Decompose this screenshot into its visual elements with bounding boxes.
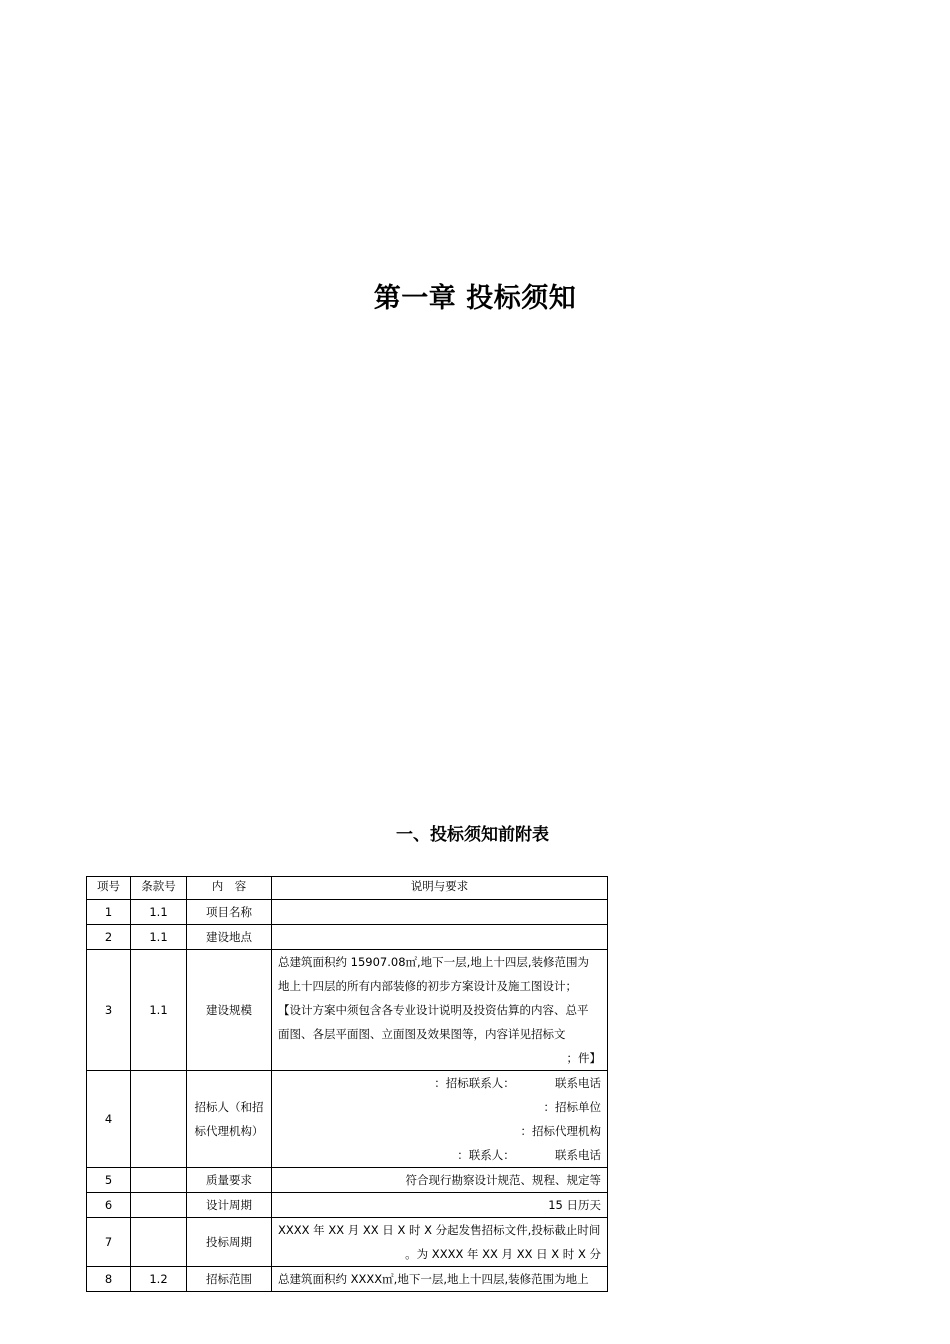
table-row xyxy=(87,1218,608,1267)
description-line: 【设计方案中须包含各专业设计说明及投资估算的内容、总平 xyxy=(278,1003,589,1017)
cell-description xyxy=(272,925,608,950)
cell-description: 符合现行勘察设计规范、规程、规定等 xyxy=(272,1168,608,1193)
cell-content: 建设地点 xyxy=(187,925,272,950)
cell-content: 质量要求 xyxy=(187,1168,272,1193)
cell-content: 招标范围 xyxy=(187,1267,272,1292)
cell-description xyxy=(272,1218,608,1267)
cell-content: 项目名称 xyxy=(187,900,272,925)
cell-clause-no xyxy=(131,1071,187,1168)
cell-item-no: 1 xyxy=(87,900,131,925)
description-line: 面图、各层平面图、立面图及效果图等，内容详见招标文 xyxy=(278,1027,566,1041)
cell-description xyxy=(272,950,608,1071)
header-content: 内 容 xyxy=(187,877,272,900)
table-row xyxy=(87,950,608,1071)
description-line: XXXX 年 XX 月 XX 日 X 时 X 分起发售招标文件,投标截止时间 xyxy=(278,1223,601,1237)
cell-content: 设计周期 xyxy=(187,1193,272,1218)
cell-item-no: 8 xyxy=(87,1267,131,1292)
table-row xyxy=(87,900,608,925)
table-header-row xyxy=(87,877,608,900)
description-line: ；件】 xyxy=(566,1051,601,1065)
cell-description: 总建筑面积约 XXXX㎡,地下一层,地上十四层,装修范围为地上 xyxy=(272,1267,608,1292)
cell-item-no: 4 xyxy=(87,1071,131,1168)
cell-item-no: 2 xyxy=(87,925,131,950)
chapter-title: 第一章 投标须知 xyxy=(373,283,577,314)
cell-clause-no xyxy=(131,1218,187,1267)
cell-clause-no: 1.1 xyxy=(131,925,187,950)
description-line: ：招标单位 xyxy=(543,1100,601,1114)
cell-item-no: 3 xyxy=(87,950,131,1071)
header-item-no: 项号 xyxy=(87,877,131,900)
table-row xyxy=(87,925,608,950)
cell-content: 建设规模 xyxy=(187,950,272,1071)
cell-item-no: 6 xyxy=(87,1193,131,1218)
description-line: ：招标代理机构 xyxy=(520,1124,601,1138)
header-description: 说明与要求 xyxy=(272,877,608,900)
cell-item-no: 7 xyxy=(87,1218,131,1267)
cell-clause-no xyxy=(131,1193,187,1218)
description-line: ：招标联系人： 联系电话 xyxy=(434,1076,601,1090)
cell-description xyxy=(272,1071,608,1168)
cell-description xyxy=(272,900,608,925)
cell-clause-no xyxy=(131,1168,187,1193)
cell-content: 投标周期 xyxy=(187,1218,272,1267)
description-line: ：联系人： 联系电话 xyxy=(457,1148,601,1162)
cell-item-no: 5 xyxy=(87,1168,131,1193)
table-row xyxy=(87,1267,608,1292)
table-row xyxy=(87,1071,608,1168)
cell-content: 招标人（和招标代理机构） xyxy=(187,1071,272,1168)
cell-clause-no: 1.2 xyxy=(131,1267,187,1292)
section-title: 一、投标须知前附表 xyxy=(396,825,549,845)
table-row xyxy=(87,1168,608,1193)
header-clause-no: 条款号 xyxy=(131,877,187,900)
bid-notice-front-table xyxy=(86,876,608,1292)
cell-description: 15 日历天 xyxy=(272,1193,608,1218)
description-line: 。为 XXXX 年 XX 月 XX 日 X 时 X 分 xyxy=(405,1247,601,1261)
description-line: 总建筑面积约 15907.08㎡,地下一层,地上十四层,装修范围为 xyxy=(278,955,589,969)
description-line: 地上十四层的所有内部装修的初步方案设计及施工图设计； xyxy=(278,979,577,993)
table-row xyxy=(87,1193,608,1218)
cell-clause-no: 1.1 xyxy=(131,950,187,1071)
cell-clause-no: 1.1 xyxy=(131,900,187,925)
